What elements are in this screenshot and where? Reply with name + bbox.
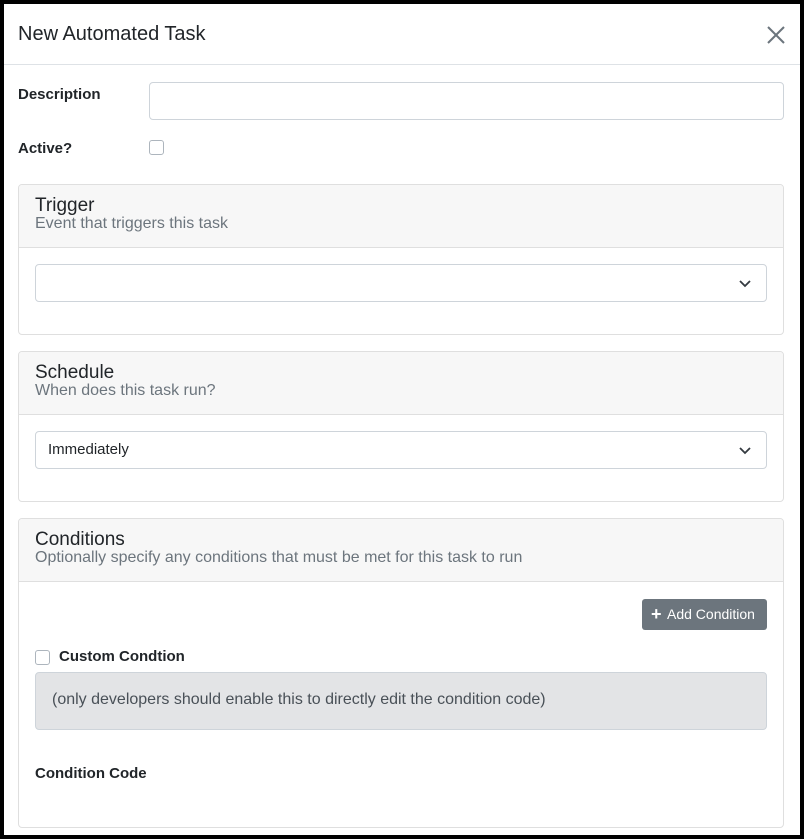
active-checkbox[interactable] [149,140,164,155]
conditions-subtitle: Optionally specify any conditions that must be met for this task to run [35,549,523,566]
close-icon [764,23,788,47]
modal-header [4,4,800,65]
description-label: Description [18,86,101,103]
trigger-card-header [19,185,783,248]
conditions-card-header [19,519,783,582]
trigger-title: Trigger [35,195,95,216]
schedule-subtitle: When does this task run? [35,382,216,399]
custom-condition-checkbox[interactable] [35,650,50,665]
schedule-select[interactable] [35,431,767,469]
modal-title: New Automated Task [18,23,206,45]
custom-condition-note [35,672,767,730]
description-input[interactable] [149,82,784,120]
trigger-card [18,184,784,335]
close-button[interactable] [764,23,788,47]
conditions-card [18,518,784,828]
chevron-down-icon [738,445,752,455]
active-label: Active? [18,140,73,157]
condition-code-label: Condition Code [35,765,147,782]
schedule-select-value: Immediately [48,441,129,458]
add-condition-label: Add Condition [667,606,755,622]
automated-task-dialog [4,4,800,835]
custom-condition-note-text: (only developers should enable this to directly edit the condition code) [52,691,546,708]
add-condition-button[interactable] [642,599,767,630]
custom-condition-label: Custom Condtion [59,648,185,665]
plus-icon: + [651,604,662,624]
chevron-down-icon [738,278,752,288]
schedule-card-header [19,352,783,415]
trigger-select[interactable] [35,264,767,302]
trigger-subtitle: Event that triggers this task [35,215,228,232]
conditions-title: Conditions [35,529,125,550]
schedule-title: Schedule [35,362,115,383]
schedule-card [18,351,784,502]
